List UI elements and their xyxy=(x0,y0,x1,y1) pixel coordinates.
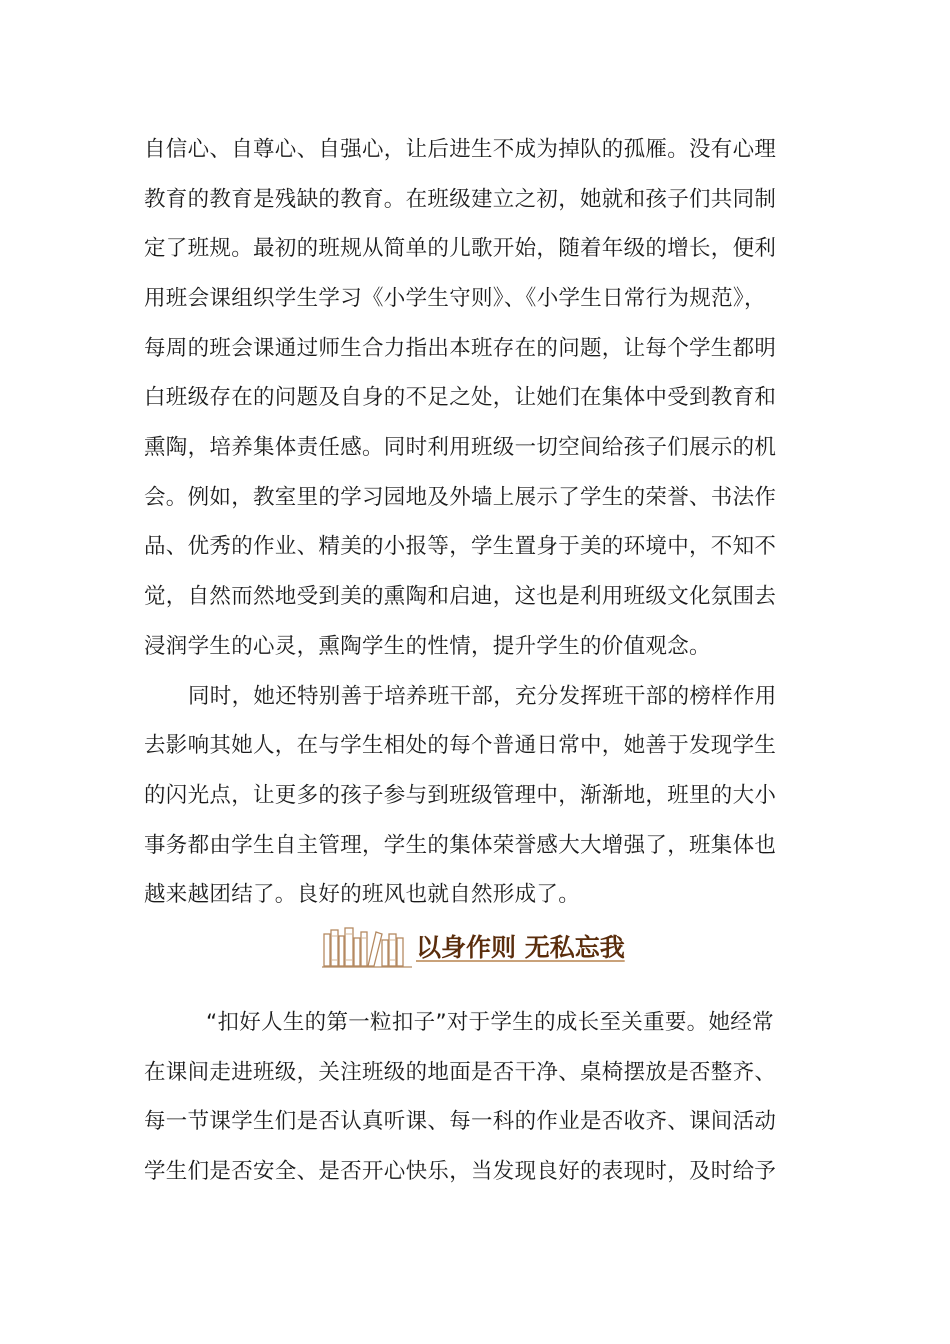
paragraph-2-line-1: 同时，她还特别善于培养班干部，充分发挥班干部的榜样作用 xyxy=(188,684,777,709)
paragraph-1-line-1: 自信心、自尊心、自强心，让后进生不成为掉队的孤雁。没有心理 xyxy=(144,137,777,162)
paragraph-1-line-10: 觉，自然而然地受到美的熏陶和启迪，这也是利用班级文化氛围去 xyxy=(144,584,777,609)
paragraph-1-line-4: 用班会课组织学生学习《小学生守则》、《小学生日常行为规范》， xyxy=(144,286,766,311)
paragraph-3-line-2: 在课间走进班级，关注班级的地面是否干净、桌椅摆放是否整齐、 xyxy=(144,1060,777,1085)
paragraph-1-line-9: 品、优秀的作业、精美的小报等，学生置身于美的环境中，不知不 xyxy=(144,534,777,559)
paragraph-1-line-8: 会。例如，教室里的学习园地及外墙上展示了学生的荣誉、书法作 xyxy=(144,485,777,510)
paragraph-2-line-4: 事务都由学生自主管理，学生的集体荣誉感大大增强了，班集体也 xyxy=(144,833,777,858)
paragraph-1-line-3: 定了班规。最初的班规从简单的儿歌开始，随着年级的增长，便利 xyxy=(144,236,777,261)
section-heading-text: 以身作则 无私忘我 xyxy=(416,933,625,962)
paragraph-2-line-5: 越来越团结了。良好的班风也就自然形成了。 xyxy=(144,882,581,907)
paragraph-3-line-3: 每一节课学生们是否认真听课、每一科的作业是否收齐、课间活动 xyxy=(144,1109,777,1134)
section-heading xyxy=(322,922,642,972)
paragraph-1-line-2: 教育的教育是残缺的教育。在班级建立之初，她就和孩子们共同制 xyxy=(144,187,777,212)
paragraph-3-line-4: 学生们是否安全、是否开心快乐，当发现良好的表现时，及时给予 xyxy=(144,1159,777,1184)
books-icon xyxy=(322,924,414,968)
paragraph-1-line-6: 白班级存在的问题及自身的不足之处，让她们在集体中受到教育和 xyxy=(144,385,777,410)
paragraph-1-line-5: 每周的班会课通过师生合力指出本班存在的问题，让每个学生都明 xyxy=(144,336,777,361)
paragraph-1-line-11: 浸润学生的心灵，熏陶学生的性情，提升学生的价值观念。 xyxy=(144,634,711,659)
paragraph-3-line-1: “扣好人生的第一粒扣子”对于学生的成长至关重要。她经常 xyxy=(206,1010,774,1035)
paragraph-2-line-3: 的闪光点，让更多的孩子参与到班级管理中，渐渐地，班里的大小 xyxy=(144,783,777,808)
paragraph-1-line-7: 熏陶，培养集体责任感。同时利用班级一切空间给孩子们展示的机 xyxy=(144,435,777,460)
paragraph-2-line-2: 去影响其她人，在与学生相处的每个普通日常中，她善于发现学生 xyxy=(144,733,777,758)
